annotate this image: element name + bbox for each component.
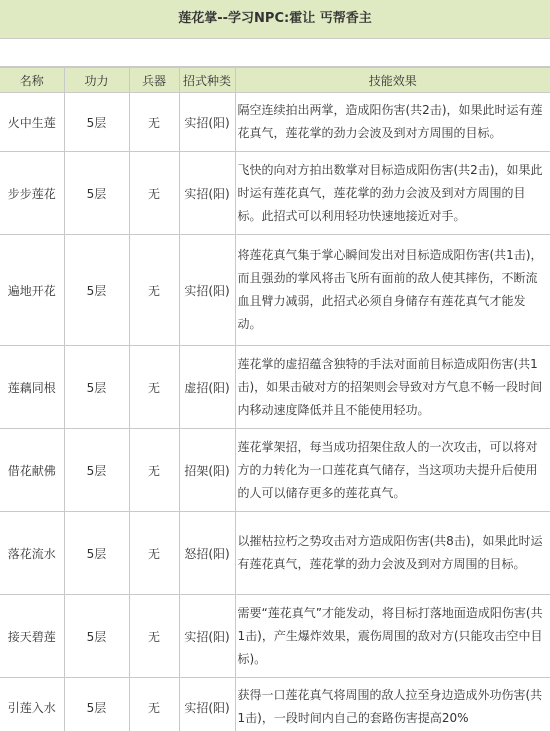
- cell-type: 招架(阳): [179, 429, 235, 512]
- table-row: [0, 678, 550, 731]
- cell-name: 借花献佛: [0, 429, 64, 512]
- cell-effect: 需要“莲花真气”才能发动，将目标打落地面造成阳伤害(共1击)，产生爆炸效果，震伤周围的敌对方(只能攻击空中目标)。: [235, 595, 550, 678]
- cell-effect: 隔空连续拍出两掌，造成阳伤害(共2击)，如果此时运有莲花真气，莲花掌的劲力会波及到对方周围的目标。: [235, 93, 550, 152]
- cell-name: 步步莲花: [0, 152, 64, 235]
- header-effect: 技能效果: [235, 68, 550, 93]
- skill-table: [0, 67, 550, 731]
- cell-name: 落花流水: [0, 512, 64, 595]
- cell-power: 5层: [64, 346, 129, 429]
- cell-weapon: 无: [129, 595, 179, 678]
- cell-weapon: 无: [129, 346, 179, 429]
- table-row: [0, 595, 550, 678]
- cell-power: 5层: [64, 595, 129, 678]
- cell-type: 实招(阳): [179, 235, 235, 346]
- cell-power: 5层: [64, 235, 129, 346]
- table-title: 莲花掌--学习NPC:霍让 丐帮香主: [0, 0, 550, 39]
- cell-type: 实招(阳): [179, 93, 235, 152]
- cell-name: 莲藕同根: [0, 346, 64, 429]
- cell-type: 虚招(阳): [179, 346, 235, 429]
- cell-type: 实招(阳): [179, 152, 235, 235]
- cell-type: 实招(阳): [179, 595, 235, 678]
- table-row: [0, 93, 550, 152]
- cell-type: 实招(阳): [179, 678, 235, 731]
- table-row: [0, 346, 550, 429]
- table-row: [0, 429, 550, 512]
- cell-effect: 以摧枯拉朽之势攻击对方造成阳伤害(共8击)，如果此时运有莲花真气，莲花掌的劲力会波及到对方周围的目标。: [235, 512, 550, 595]
- cell-weapon: 无: [129, 429, 179, 512]
- header-weapon: 兵器: [129, 68, 179, 93]
- header-power: 功力: [64, 68, 129, 93]
- cell-weapon: 无: [129, 678, 179, 731]
- blank-row: [0, 39, 550, 67]
- cell-name: 接天碧莲: [0, 595, 64, 678]
- cell-weapon: 无: [129, 93, 179, 152]
- table-row: [0, 512, 550, 595]
- cell-effect: 获得一口莲花真气将周围的敌人拉至身边造成外功伤害(共1击)，一段时间内自己的套路伤害提高20%: [235, 678, 550, 731]
- cell-power: 5层: [64, 93, 129, 152]
- cell-effect: 莲花掌架招，每当成功招架住敌人的一次攻击，可以将对方的力转化为一口莲花真气储存，当这项功夫提升后使用的人可以储存更多的莲花真气。: [235, 429, 550, 512]
- table-row: [0, 152, 550, 235]
- cell-weapon: 无: [129, 152, 179, 235]
- cell-effect: 莲花掌的虚招蕴含独特的手法对面前目标造成阳伤害(共1击)，如果击破对方的招架则会导致对方气息不畅一段时间内移动速度降低并且不能使用轻功。: [235, 346, 550, 429]
- cell-power: 5层: [64, 512, 129, 595]
- cell-name: 引莲入水: [0, 678, 64, 731]
- header-type: 招式种类: [179, 68, 235, 93]
- cell-name: 遍地开花: [0, 235, 64, 346]
- cell-weapon: 无: [129, 512, 179, 595]
- cell-weapon: 无: [129, 235, 179, 346]
- header-row: [0, 68, 550, 93]
- cell-type: 怒招(阳): [179, 512, 235, 595]
- cell-effect: 将莲花真气集于掌心瞬间发出对目标造成阳伤害(共1击)，而且强劲的掌风将击飞所有面前的敌人使其摔伤，不断流血且臂力减弱，此招式必须自身储存有莲花真气才能发动。: [235, 235, 550, 346]
- table-row: [0, 235, 550, 346]
- cell-effect: 飞快的向对方拍出数掌对目标造成阳伤害(共2击)，如果此时运有莲花真气，莲花掌的劲力会波及到对方周围的目标。此招式可以利用轻功快速地接近对手。: [235, 152, 550, 235]
- cell-power: 5层: [64, 429, 129, 512]
- cell-power: 5层: [64, 678, 129, 731]
- cell-power: 5层: [64, 152, 129, 235]
- cell-name: 火中生莲: [0, 93, 64, 152]
- header-name: 名称: [0, 68, 64, 93]
